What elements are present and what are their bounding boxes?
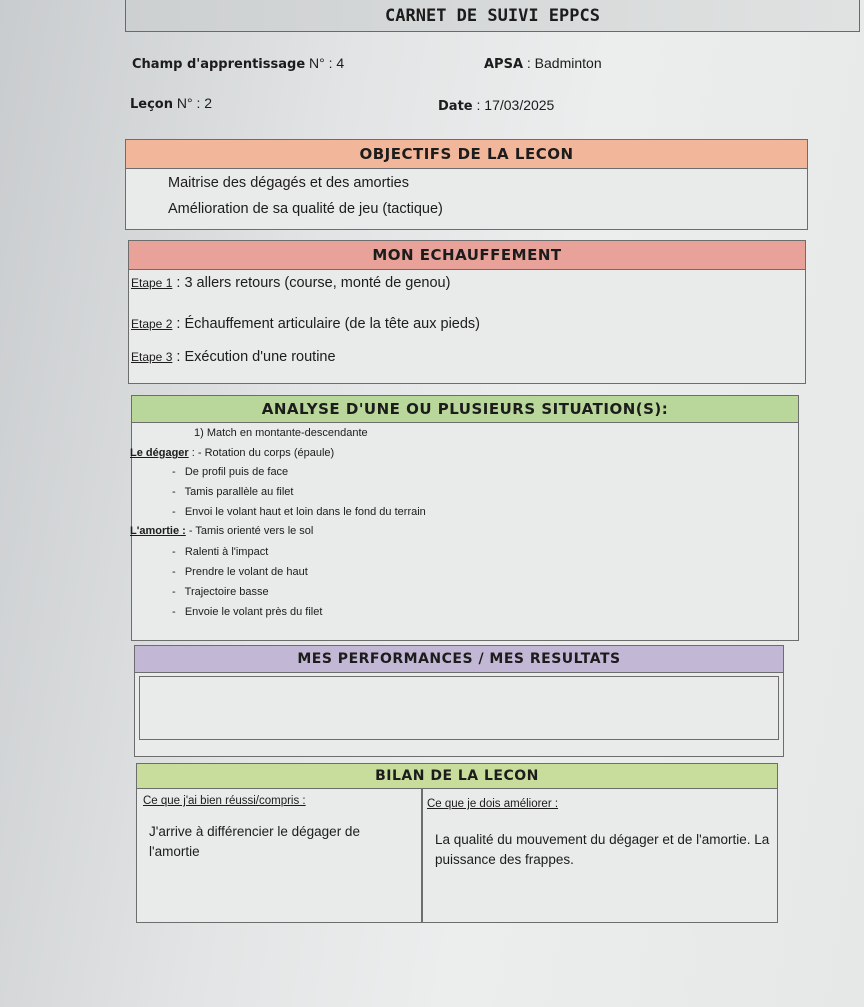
amortie-first: - Tamis orienté vers le sol [188,525,314,537]
lecon [130,95,212,112]
amortie-line [130,525,313,537]
degager-line [130,447,334,459]
etape-text: : Échauffement articulaire (de la tête aux pieds) [176,316,480,332]
lecon-value: N° : 2 [176,95,213,111]
bilan-left-text: J'arrive à différencier le dégager de l'amortie [149,824,360,859]
amortie-item-text: Prendre le volant de haut [184,566,308,578]
bilan-right-title: Ce que je dois améliorer : [427,798,559,810]
echauffement-header: MON ECHAUFFEMENT [129,241,805,270]
champ-apprentissage [132,55,344,72]
echauffement-section [128,240,806,384]
etape-text: : 3 allers retours (course, monté de genou) [176,275,451,291]
etape-label: Etape 2 [131,317,173,331]
etape-1 [131,275,450,291]
champ-value: N° : 4 [309,55,345,71]
amortie-item-text: Envoie le volant près du filet [184,606,323,618]
amortie-item: - Ralenti à l'impact [172,546,269,558]
objectif-item: Maitrise des dégagés et des amorties [168,175,409,191]
etape-2 [131,316,480,332]
etape-label: Etape 1 [131,276,173,290]
degager-first: : - Rotation du corps (épaule) [191,447,335,459]
bilan-divider [421,788,423,922]
performances-input-area[interactable] [139,676,779,740]
date [438,97,554,114]
analyse-header: ANALYSE D'UNE OU PLUSIEURS SITUATION(S): [132,396,798,423]
objectifs-section [125,139,808,230]
apsa-label: APSA [484,57,524,72]
date-label: Date [438,99,473,114]
degager-item: - Envoi le volant haut et loin dans le fond du terrain [172,506,426,518]
amortie-item: - Envoie le volant près du filet [172,606,323,618]
amortie-label: L'amortie : [130,525,186,537]
bilan-right-text: La qualité du mouvement du dégager et de l'amortie. La puissance des frappes. [435,832,770,867]
degager-item-text: Tamis parallèle au filet [184,486,294,498]
degager-item: - De profil puis de face [172,466,289,478]
performances-section [134,645,784,757]
objectif-item: Amélioration de sa qualité de jeu (tactique) [168,201,443,217]
apsa [484,55,602,72]
apsa-value: : Badminton [526,55,602,71]
date-value: : 17/03/2025 [476,97,555,113]
situation-item: 1) Match en montante-descendante [194,427,368,439]
amortie-item-text: Trajectoire basse [184,586,269,598]
performances-header: MES PERFORMANCES / MES RESULTATS [135,646,783,673]
degager-item: - Tamis parallèle au filet [172,486,294,498]
etape-3 [131,349,336,365]
lecon-label: Leçon [130,97,173,112]
degager-item-text: De profil puis de face [184,466,289,478]
bilan-header: BILAN DE LA LECON [137,764,777,789]
objectifs-header: OBJECTIFS DE LA LECON [126,140,807,169]
amortie-item: - Prendre le volant de haut [172,566,308,578]
etape-text: : Exécution d'une routine [176,349,336,365]
bilan-section [136,763,778,923]
bilan-left-title: Ce que j'ai bien réussi/compris : [143,795,306,807]
degager-label: Le dégager [130,447,189,459]
degager-item-text: Envoi le volant haut et loin dans le fond du terrain [184,506,426,518]
amortie-item-text: Ralenti à l'impact [184,546,269,558]
amortie-item: - Trajectoire basse [172,586,269,598]
analyse-section [131,395,799,641]
champ-label: Champ d'apprentissage [132,57,306,72]
etape-label: Etape 3 [131,350,173,364]
page-title: CARNET DE SUIVI EPPCS [125,0,860,32]
